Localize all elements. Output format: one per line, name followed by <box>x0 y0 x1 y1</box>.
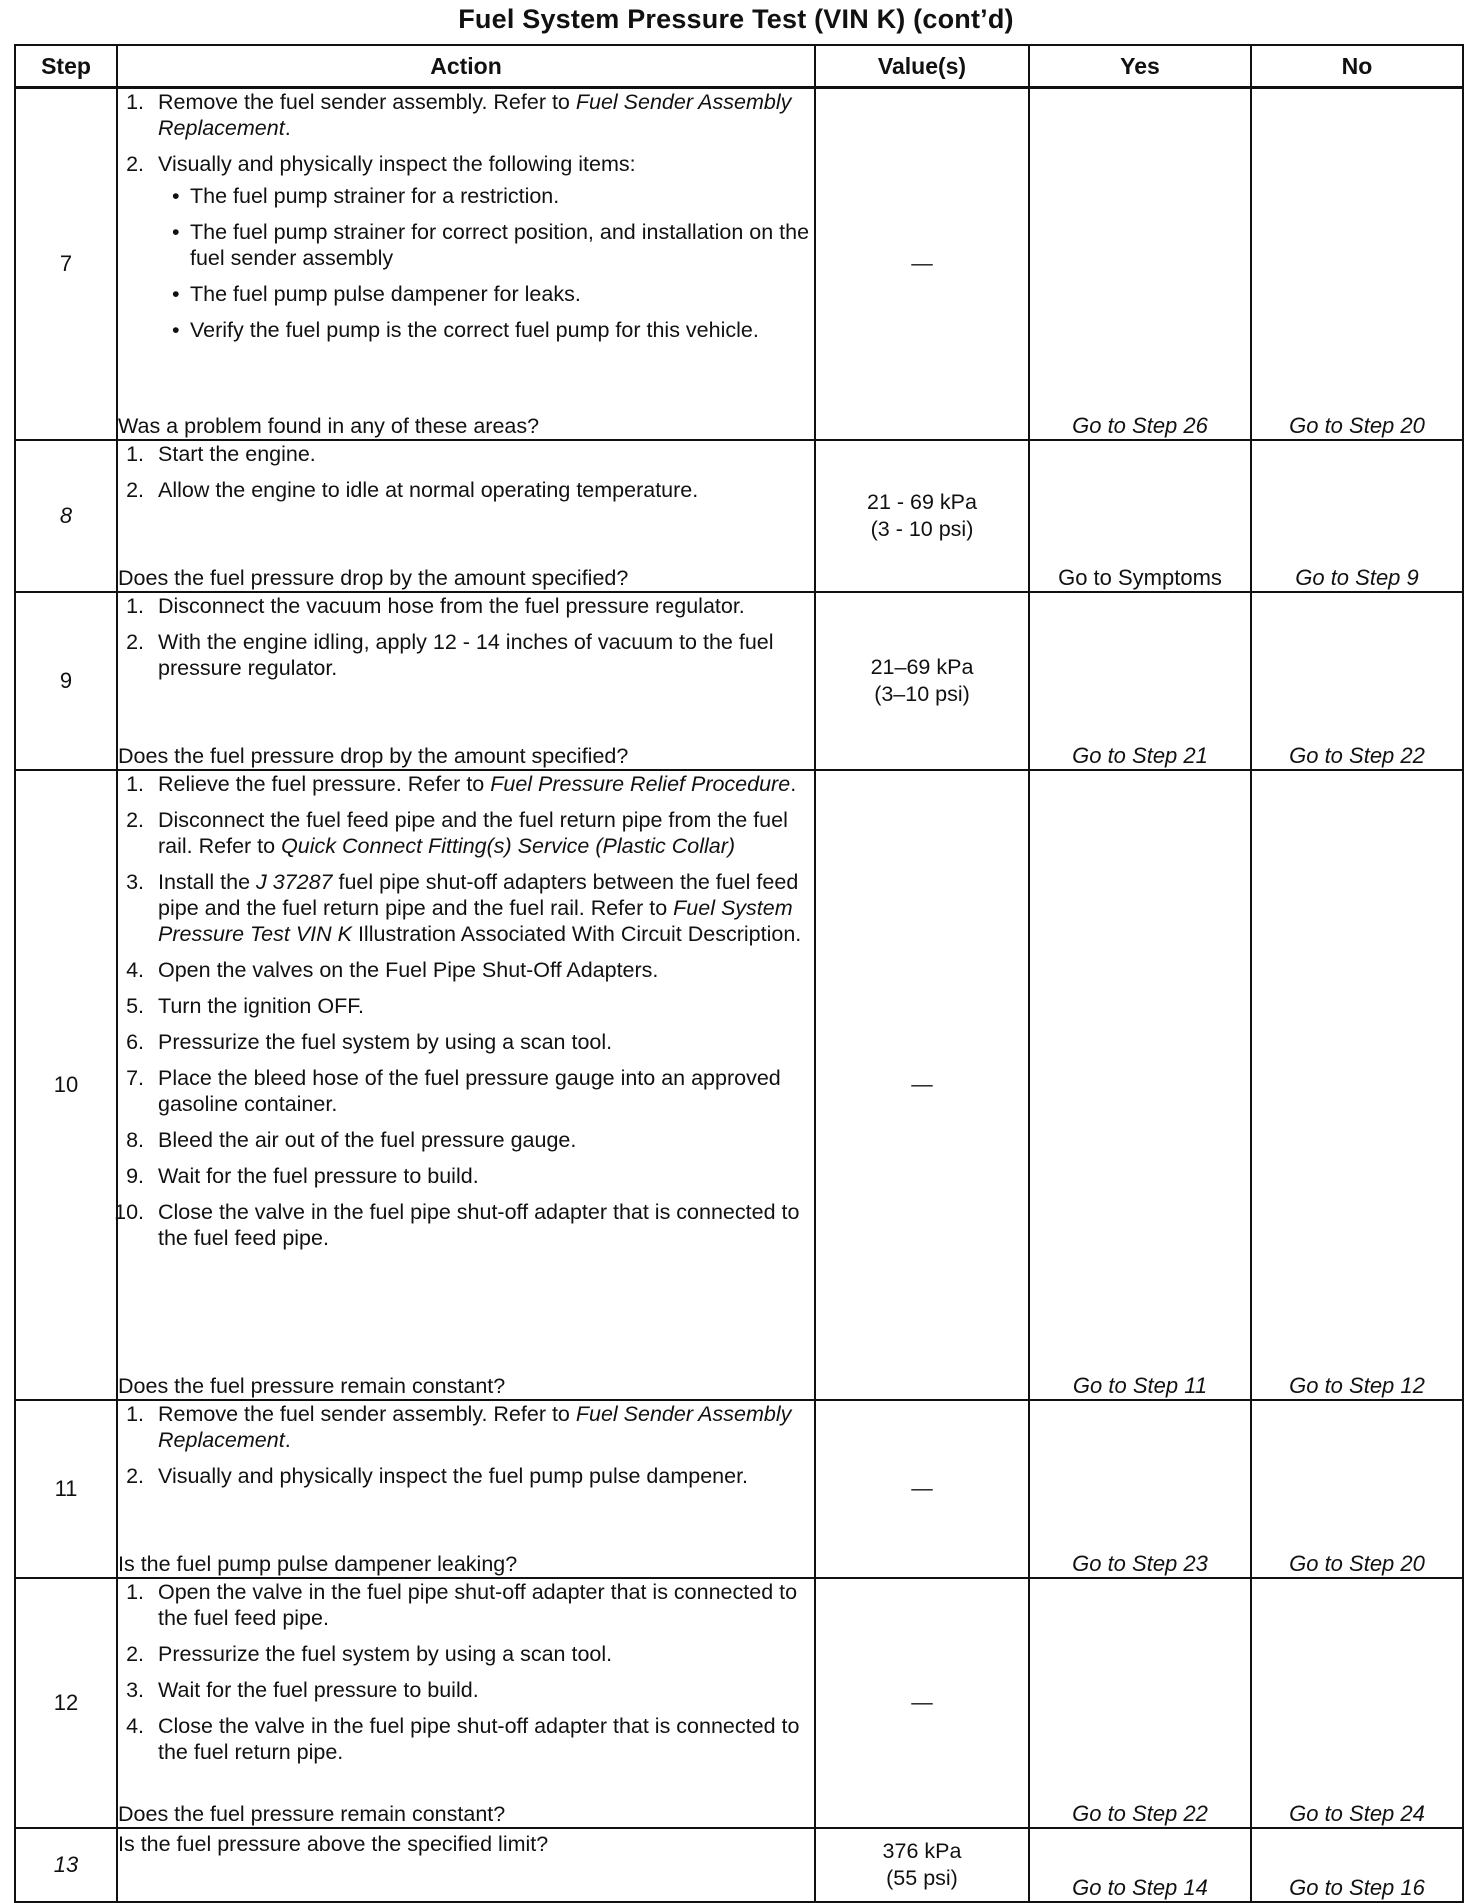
action-cell <box>117 1828 815 1902</box>
action-step: 8. Bleed the air out of the fuel pressure gauge. <box>150 1127 814 1153</box>
no-cell: Go to Step 24 <box>1251 1578 1463 1828</box>
bullet-item: • The fuel pump pulse dampener for leaks. <box>190 281 814 307</box>
no-cell: Go to Step 22 <box>1251 592 1463 770</box>
action-step: 1. Disconnect the vacuum hose from the fuel pressure regulator. <box>150 593 814 619</box>
action-cell <box>117 592 815 770</box>
step-number: 12 <box>15 1578 117 1828</box>
action-step: 1. Open the valve in the fuel pipe shut-off adapter that is connected to the fuel feed pipe. <box>150 1579 814 1631</box>
value-cell <box>815 440 1029 592</box>
header-step: Step <box>15 45 117 88</box>
table-row <box>15 1400 1463 1578</box>
value-metric: 376 kPa <box>882 1838 962 1863</box>
yes-cell: Go to Step 14 <box>1029 1828 1251 1902</box>
header-action: Action <box>117 45 815 88</box>
value-imperial: (3–10 psi) <box>874 681 970 706</box>
action-step: 2. Disconnect the fuel feed pipe and the fuel return pipe from the fuel rail. Refer to Quick Connect Fitting(s) Service (Plastic Collar) <box>150 807 814 859</box>
action-steps <box>118 771 814 1261</box>
value-cell: — <box>815 1400 1029 1578</box>
yes-cell: Go to Step 21 <box>1029 592 1251 770</box>
action-cell <box>117 770 815 1400</box>
bullet-item: • Verify the fuel pump is the correct fuel pump for this vehicle. <box>190 317 814 343</box>
action-step: 2. Pressurize the fuel system by using a scan tool. <box>150 1641 814 1667</box>
value-cell <box>815 1828 1029 1902</box>
value-cell: — <box>815 1578 1029 1828</box>
step-number: 7 <box>15 88 117 440</box>
yes-cell: Go to Step 11 <box>1029 770 1251 1400</box>
bullet-item: • The fuel pump strainer for a restriction. <box>190 183 814 209</box>
step-number: 11 <box>15 1400 117 1578</box>
yes-cell: Go to Symptoms <box>1029 440 1251 592</box>
action-question: Was a problem found in any of these areas? <box>118 413 540 438</box>
action-step: 2. Visually and physically inspect the fuel pump pulse dampener. <box>150 1463 814 1489</box>
action-question: Does the fuel pressure drop by the amount specified? <box>118 743 629 768</box>
action-question: Does the fuel pressure remain constant? <box>118 1801 506 1826</box>
action-cell <box>117 1400 815 1578</box>
value-cell: — <box>815 770 1029 1400</box>
header-values: Value(s) <box>815 45 1029 88</box>
action-step: 10. Close the valve in the fuel pipe shut-off adapter that is connected to the fuel feed pipe. <box>150 1199 814 1251</box>
action-step: 4. Close the valve in the fuel pipe shut-off adapter that is connected to the fuel return pipe. <box>150 1713 814 1765</box>
action-question: Does the fuel pressure drop by the amount specified? <box>118 565 629 590</box>
step-number: 8 <box>15 440 117 592</box>
yes-cell: Go to Step 26 <box>1029 88 1251 440</box>
value-cell <box>815 592 1029 770</box>
table-row <box>15 440 1463 592</box>
action-cell <box>117 88 815 440</box>
action-step: 1. Relieve the fuel pressure. Refer to Fuel Pressure Relief Procedure. <box>150 771 814 797</box>
table-row <box>15 770 1463 1400</box>
action-step: 2. Allow the engine to idle at normal operating temperature. <box>150 477 814 503</box>
table-row <box>15 1578 1463 1828</box>
action-step: 9. Wait for the fuel pressure to build. <box>150 1163 814 1189</box>
action-steps <box>118 441 814 513</box>
action-step: 1. Remove the fuel sender assembly. Refer to Fuel Sender Assembly Replacement. <box>150 89 814 141</box>
header-yes: Yes <box>1029 45 1251 88</box>
table-row <box>15 592 1463 770</box>
no-cell: Go to Step 16 <box>1251 1828 1463 1902</box>
action-step: 7. Place the bleed hose of the fuel pressure gauge into an approved gasoline container. <box>150 1065 814 1117</box>
action-question: Is the fuel pressure above the specified limit? <box>118 1831 549 1856</box>
value-imperial: (55 psi) <box>886 1865 958 1890</box>
header-no: No <box>1251 45 1463 88</box>
inspection-items <box>158 183 814 343</box>
value-metric: 21 - 69 kPa <box>867 489 977 514</box>
step-number: 9 <box>15 592 117 770</box>
no-cell: Go to Step 9 <box>1251 440 1463 592</box>
action-step: 3. Install the J 37287 fuel pipe shut-off adapters between the fuel feed pipe and the fuel return pipe and the fuel rail. Refer to Fuel System Pressure Test VIN K Illustration Associated With Circuit Description. <box>150 869 814 947</box>
action-question: Does the fuel pressure remain constant? <box>118 1373 506 1398</box>
action-step: 1. Remove the fuel sender assembly. Refer to Fuel Sender Assembly Replacement. <box>150 1401 814 1453</box>
yes-cell: Go to Step 22 <box>1029 1578 1251 1828</box>
no-cell: Go to Step 20 <box>1251 1400 1463 1578</box>
step-number: 10 <box>15 770 117 1400</box>
action-cell <box>117 440 815 592</box>
yes-cell: Go to Step 23 <box>1029 1400 1251 1578</box>
action-step: 2. Visually and physically inspect the following items: • The fuel pump strainer for a restriction. • The fuel pump strainer for correct position, and installation on the fuel sender assembly • The fuel pump pulse dampener for leaks. • Verify the fuel pump is the correct fuel pump for this vehicle. <box>150 151 814 343</box>
value-metric: 21–69 kPa <box>870 654 974 679</box>
action-steps <box>118 1579 814 1775</box>
table-row <box>15 1828 1463 1902</box>
no-cell: Go to Step 20 <box>1251 88 1463 440</box>
action-step: 6. Pressurize the fuel system by using a scan tool. <box>150 1029 814 1055</box>
table-row <box>15 88 1463 440</box>
action-step: 5. Turn the ignition OFF. <box>150 993 814 1019</box>
page-title: Fuel System Pressure Test (VIN K) (cont’d) <box>458 4 1014 34</box>
value-imperial: (3 - 10 psi) <box>870 516 974 541</box>
action-steps <box>118 593 814 691</box>
step-number: 13 <box>15 1828 117 1902</box>
table-header-row <box>15 45 1463 88</box>
action-steps <box>118 1401 814 1499</box>
action-steps <box>118 89 814 353</box>
action-step: 4. Open the valves on the Fuel Pipe Shut-Off Adapters. <box>150 957 814 983</box>
action-step: 1. Start the engine. <box>150 441 814 467</box>
action-cell <box>117 1578 815 1828</box>
diagnostic-table <box>14 44 1464 1903</box>
no-cell: Go to Step 12 <box>1251 770 1463 1400</box>
action-step: 2. With the engine idling, apply 12 - 14 inches of vacuum to the fuel pressure regulator. <box>150 629 814 681</box>
action-step: 3. Wait for the fuel pressure to build. <box>150 1677 814 1703</box>
bullet-item: • The fuel pump strainer for correct position, and installation on the fuel sender assembly <box>190 219 814 271</box>
value-cell: — <box>815 88 1029 440</box>
action-question: Is the fuel pump pulse dampener leaking? <box>118 1551 518 1576</box>
